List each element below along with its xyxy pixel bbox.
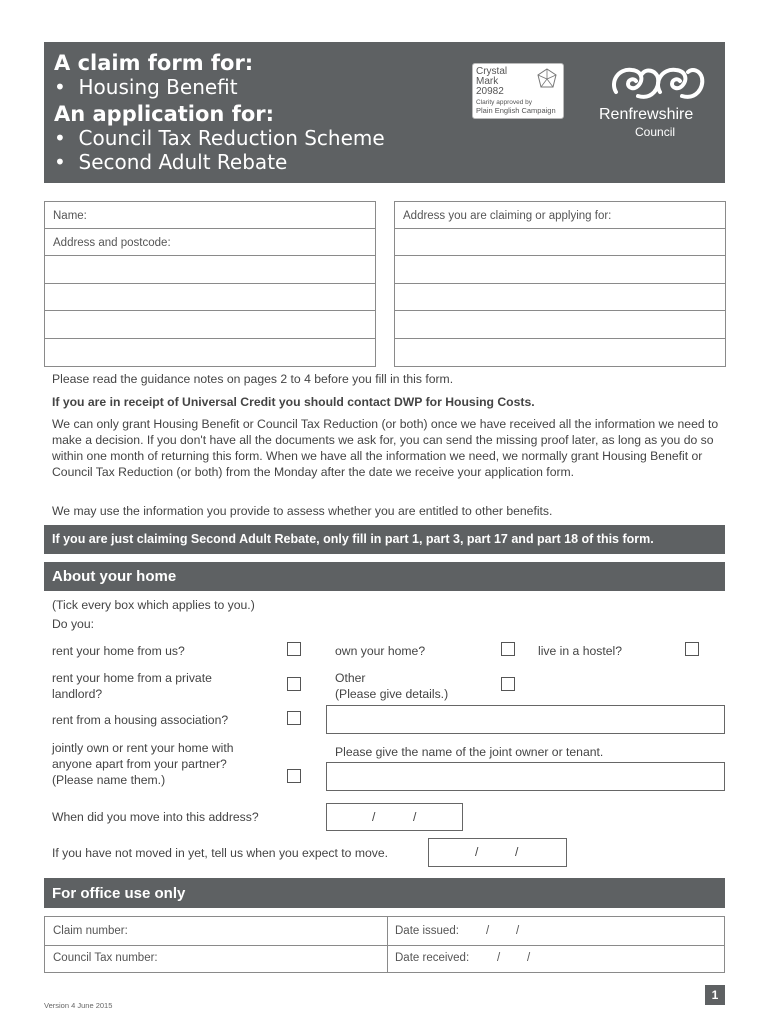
claim-number-label: Claim number: (53, 925, 128, 937)
own-home-label: own your home? (335, 644, 426, 658)
tick-instruction: (Tick every box which applies to you.) (52, 598, 255, 612)
claim-address-field[interactable] (396, 228, 724, 365)
date-issued-label: Date issued: (395, 925, 459, 937)
hostel-checkbox[interactable] (685, 642, 699, 656)
private-landlord-checkbox[interactable] (287, 677, 301, 691)
housing-association-label: rent from a housing association? (52, 713, 229, 727)
address-postcode-field[interactable] (46, 228, 374, 365)
joint-tenant-checkbox[interactable] (287, 769, 301, 783)
private-landlord-label-line1: rent your home from a private (52, 671, 212, 685)
expected-move-date-input[interactable]: / / (428, 838, 567, 867)
crystal-icon (535, 67, 559, 91)
name-label: Name: (53, 210, 87, 222)
other-label: Other (335, 671, 366, 685)
other-checkbox[interactable] (501, 677, 515, 691)
own-home-checkbox[interactable] (501, 642, 515, 656)
joint-owner-name-input[interactable] (326, 762, 725, 791)
other-details-note: (Please give details.) (335, 687, 449, 701)
hostel-label: live in a hostel? (538, 644, 623, 658)
name-field[interactable] (46, 202, 374, 227)
housing-association-checkbox[interactable] (287, 711, 301, 725)
header-council-tax-reduction: • Council Tax Reduction Scheme (54, 126, 385, 150)
move-in-date-label: When did you move into this address? (52, 810, 259, 824)
expected-move-date-label: If you have not moved in yet, tell us when you expect to move. (52, 846, 389, 860)
rent-from-council-checkbox[interactable] (287, 642, 301, 656)
claim-address-label: Address you are claiming or applying for: (403, 210, 612, 222)
joint-tenant-label-line2: anyone apart from your partner? (52, 757, 227, 771)
rent-from-council-label: rent your home from us? (52, 644, 185, 658)
second-adult-rebate-banner: If you are just claiming Second Adult Rebate, only fill in part 1, part 3, part 17 and part 18 of this form. (44, 525, 725, 554)
other-benefits-note: We may use the information you provide to assess whether you are entitled to other benefits. (52, 504, 553, 518)
header-housing-benefit: • Housing Benefit (54, 75, 238, 99)
do-you-label: Do you: (52, 617, 95, 631)
guidance-note: Please read the guidance notes on pages 2 to 4 before you fill in this form. (52, 372, 454, 386)
date-received-label: Date received: (395, 952, 470, 964)
form-header (44, 42, 725, 183)
header-application-title: An application for: (54, 102, 275, 126)
renfrewshire-council-logo: Renfrewshire Council (594, 62, 719, 162)
other-details-input[interactable] (326, 705, 725, 734)
about-your-home-header: About your home (44, 562, 725, 591)
move-in-date-input[interactable]: / / (326, 803, 463, 831)
decision-info-paragraph: We can only grant Housing Benefit or Council Tax Reduction (or both) once we have received all the information we need to make a decision. If you don't have all the documents we ask for, you can send the missing proof later, as long as you do so within one month of returning this form. When we have all the information we need, we normally grant Housing Benefit or Council Tax Reduction (or both) from the Monday after the date we receive your application form. (52, 417, 719, 479)
header-claim-title: A claim form for: (54, 51, 254, 75)
version-note: Version 4 June 2015 (44, 1001, 113, 1010)
crystal-mark-logo: Crystal Mark 20982 Clarity approved by Plain English Campaign (472, 63, 564, 119)
office-use-header: For office use only (44, 878, 725, 908)
joint-tenant-label-line3: (Please name them.) (52, 773, 166, 787)
universal-credit-note: If you are in receipt of Universal Credit you should contact DWP for Housing Costs. (52, 395, 535, 409)
address-postcode-label: Address and postcode: (53, 237, 171, 249)
council-tax-number-label: Council Tax number: (53, 952, 158, 964)
header-second-adult-rebate: • Second Adult Rebate (54, 150, 288, 174)
private-landlord-label-line2: landlord? (52, 687, 103, 701)
joint-owner-name-label: Please give the name of the joint owner or tenant. (335, 745, 604, 759)
office-use-table: Claim number: Council Tax number: Date issued: / / Date received: / / (44, 916, 725, 973)
council-emblem-icon (608, 62, 708, 106)
joint-tenant-label-line1: jointly own or rent your home with (52, 741, 234, 755)
page-number: 1 (705, 985, 725, 1005)
